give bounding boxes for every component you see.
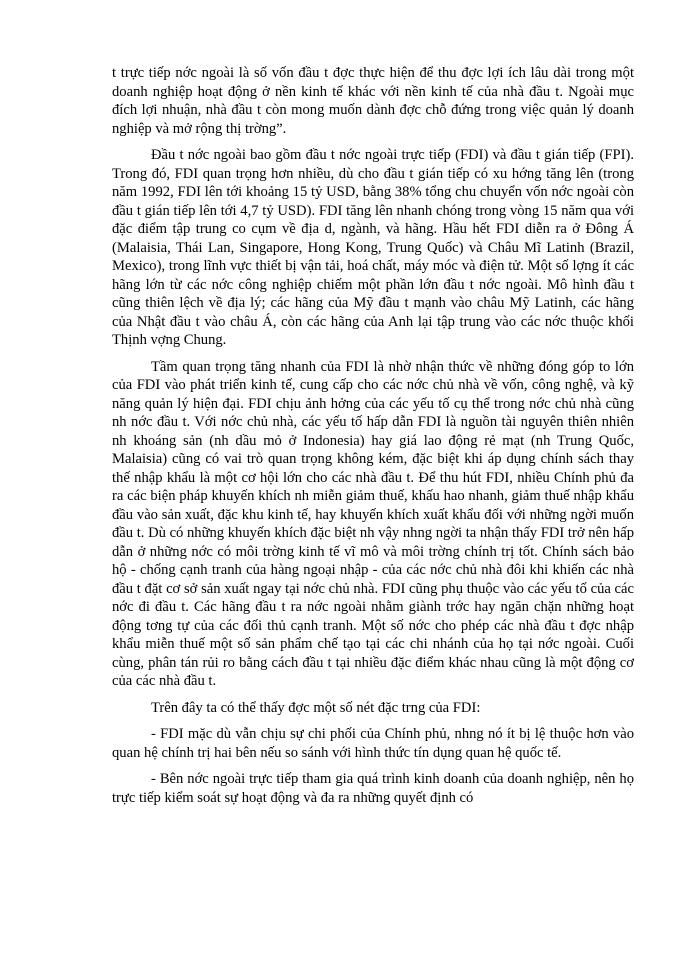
paragraph-fdi-definition-continued: t trực tiếp nớc ngoài là số vốn đầu t đợc thực hiện để thu đợc lợi ích lâu dài trong một doanh nghiệp hoạt động ở nền kinh tế khác với nền kinh tế của nhà đầu t. Ngoài mục đích lợi nhuận, nhà đầu t còn mong muốn dành đợc chỗ đứng trong việc quản lý doanh nghiệp và mở rộng thị trờng”. [112,65,634,137]
paragraph-fdi-fpi-composition: Đầu t nớc ngoài bao gồm đầu t nớc ngoài trực tiếp (FDI) và đầu t gián tiếp (FPI). Trong đó, FDI quan trọng hơn nhiều, dù cho đầu t gián tiếp có xu hớng tăng lên (trong năm 1992, FDI lên tới khoảng 15 tỷ USD, bằng 38% tổng chu chuyển vốn nớc ngoài còn đầu t gián tiếp lên tới 4,7 tỷ USD). FDI tăng lên nhanh chóng trong vòng 15 năm qua với đặc điểm tập trung co cụm về địa d, ngành, và hãng. Hầu hết FDI diễn ra ở Đông Á (Malaisia, Thái Lan, Singapore, Hong Kong, Trung Quốc) và Châu Mĩ Latinh (Brazil, Mexico), trong lĩnh vực thiết bị vận tải, hoá chất, máy móc và điện tử. Một số lợng ít các hãng lớn từ các nớc công nghiệp chiếm một phần lớn đầu t nớc ngoài. Mô hình đầu t cũng thiên lệch về địa lý; các hãng của Mỹ đầu t mạnh vào châu Mỹ Latinh, các hãng của Nhật đầu t vào châu Á, còn các hãng của Anh lại tập trung vào các nớc thuộc khối Thịnh vợng Chung. [112,147,634,348]
document-page [112,64,634,807]
list-item-fdi-characteristic-1: - FDI mặc dù vẫn chịu sự chi phối của Chính phủ, nhng nó ít bị lệ thuộc hơn vào quan hệ chính trị hai bên nếu so sánh với hình thức tín dụng quan hệ quốc tế. [112,726,634,761]
paragraph-fdi-importance: Tầm quan trọng tăng nhanh của FDI là nhờ nhận thức về những đóng góp to lớn của FDI vào phát triển kinh tế, cung cấp cho các nớc chủ nhà về vốn, công nghệ, và kỹ năng quản lý hiện đại. FDI chịu ảnh hởng của các yếu tố cụ thể trong nớc chủ nhà cũng nh nớc đầu t. Với nớc chủ nhà, các yếu tố hấp dẫn FDI là nguồn tài nguyên thiên nhiên nh khoáng sản (nh dầu mỏ ở Indonesia) hay giá lao động rẻ mạt (nh Trung Quốc, Malaisia) cũng có vai trò quan trọng không kém, đặc biệt khi áp dụng chính sách thay thế nhập khẩu là một cơ hội lớn cho các nhà đầu t. Để thu hút FDI, nhiều Chính phủ đa ra các biện pháp khuyến khích nh miễn giảm thuế, khấu hao nhanh, giảm thuế nhập khẩu đầu vào sản xuất, đặc khu kinh tế, hay khuyến khích xuất khẩu đối với những ngời muốn đầu t. Dù có những khuyến khích đặc biệt nh vậy nhng ngời ta nhận thấy FDI trở nên hấp dẫn ở những nớc có môi trờng kinh tế vĩ mô và môi trờng chính trị tốt. Chính sách bảo hộ - chống cạnh tranh của hàng ngoại nhập - của các nớc chủ nhà đôi khi khiến các nhà đầu t đặt cơ sở sản xuất ngay tại nớc chủ nhà. FDI cũng phụ thuộc vào các yếu tố của các nớc đi đầu t. Các hãng đầu t ra nớc ngoài nhằm giành trớc hay ngăn chặn những hoạt động tơng tự của các đối thủ cạnh tranh. Một số nớc cho phép các nhà đầu t đợc nhập khẩu miễn thuế một số sản phẩm chế tạo tại các chi nhánh của họ tại nớc ngoài. Cuối cùng, phân tán rủi ro bằng cách đầu t tại nhiều đặc điểm khác nhau cũng là một động cơ của các nhà đầu t. [112,358,634,689]
list-item-fdi-characteristic-2: - Bên nớc ngoài trực tiếp tham gia quá trình kinh doanh của doanh nghiệp, nên họ trực tiếp kiểm soát sự hoạt động và đa ra những quyết định có [112,771,634,806]
paragraph-fdi-characteristics-intro: Trên đây ta có thể thấy đợc một số nét đặc trng của FDI: [151,699,481,716]
